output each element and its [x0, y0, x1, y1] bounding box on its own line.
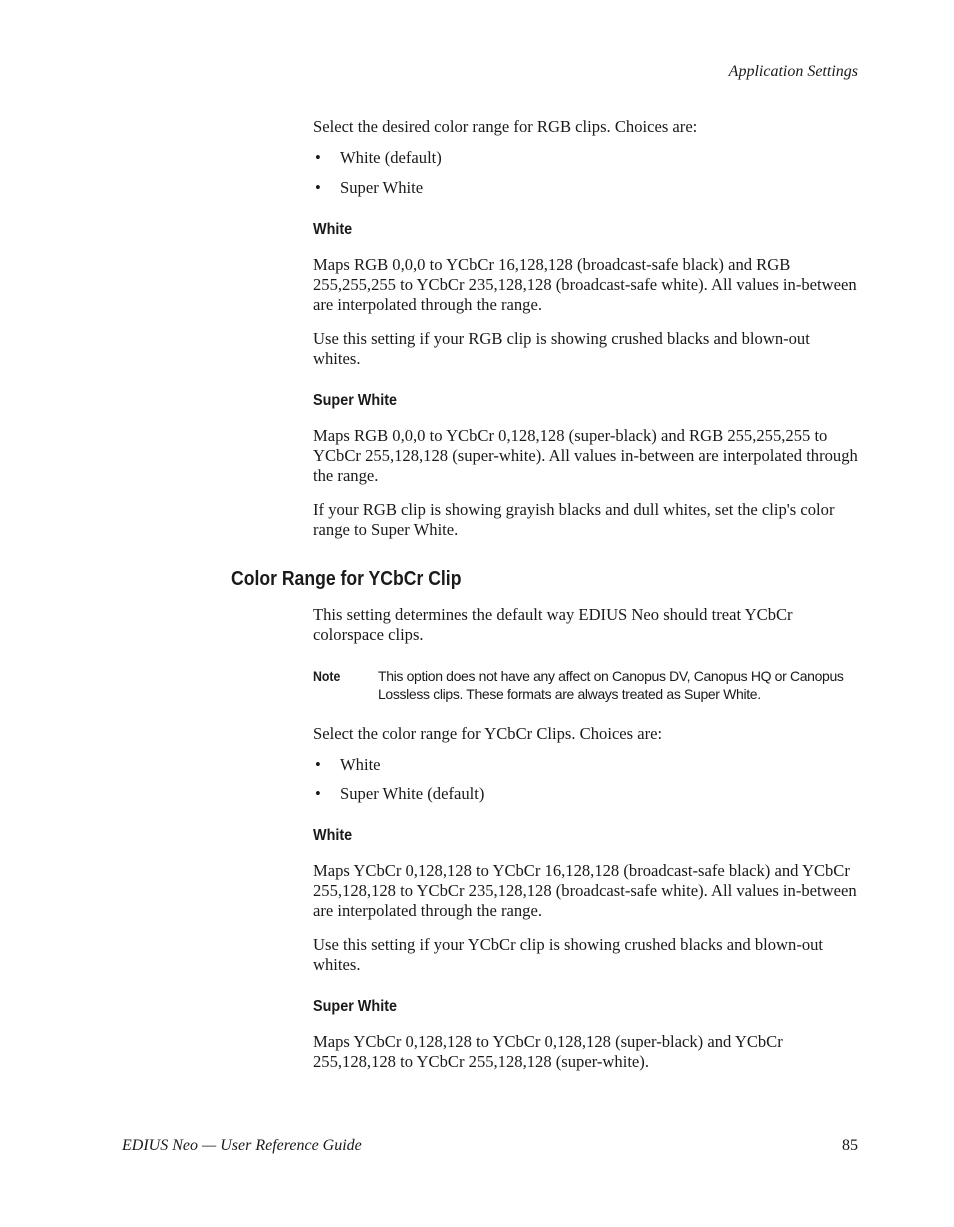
page-footer: [122, 1137, 858, 1155]
rgb-white-usage: Use this setting if your RGB clip is showing crushed blacks and blown-out whites.: [313, 328, 810, 368]
list-item: • Super White: [313, 178, 861, 198]
rgb-superwhite-usage: If your RGB clip is showing grayish blacks and dull whites, set the clip's color range to Super White.: [313, 499, 835, 539]
footer-title: EDIUS Neo — User Reference Guide: [122, 1137, 362, 1154]
page-number: 85: [842, 1137, 858, 1154]
ycbcr-superwhite-desc: Maps YCbCr 0,128,128 to YCbCr 0,128,128 (super-black) and YCbCr 255,128,128 to YCbCr 255,128,128 (super-white).: [313, 1032, 783, 1071]
rgb-choices-list: [313, 148, 861, 198]
ycbcr-intro: This setting determines the default way EDIUS Neo should treat YCbCr colorspace clips.: [313, 604, 793, 644]
ycbcr-superwhite-heading: Super White: [313, 998, 398, 1015]
ycbcr-white-usage: Use this setting if your YCbCr clip is showing crushed blacks and blown-out whites.: [313, 935, 824, 974]
rgb-superwhite-desc: Maps RGB 0,0,0 to YCbCr 0,128,128 (super-black) and RGB 255,255,255 to YCbCr 255,128,128 (super-white). All values in-between are interpolated through the range.: [313, 425, 858, 485]
rgb-superwhite-heading: Super White: [313, 391, 398, 409]
ycbcr-choices-list: [313, 755, 861, 805]
note-box: [313, 667, 861, 703]
ycbcr-white-desc: Maps YCbCr 0,128,128 to YCbCr 16,128,128 (broadcast-safe black) and YCbCr 255,128,128 to YCbCr 235,128,128 (broadcast-safe white). All values in-between are interpolated through the range.: [313, 861, 857, 920]
note-label: Note: [313, 667, 341, 684]
ycbcr-select: Select the color range for YCbCr Clips. Choices are:: [313, 723, 663, 743]
note-text: This option does not have any affect on Canopus DV, Canopus HQ or Canopus Lossless clips. These formats are always treated as Super White.: [378, 667, 844, 702]
ycbcr-white-heading: White: [313, 827, 353, 844]
rgb-white-desc: Maps RGB 0,0,0 to YCbCr 16,128,128 (broadcast-safe black) and RGB 255,255,255 to YCbCr 235,128,128 (broadcast-safe white). All values in-between are interpolated through the range.: [313, 254, 857, 314]
section-heading: Color Range for YCbCr Clip: [231, 567, 462, 590]
page-content: [231, 117, 861, 1086]
list-item: • White (default): [313, 148, 861, 168]
running-header: Application Settings: [728, 63, 858, 80]
list-item: • White: [313, 755, 861, 775]
rgb-white-heading: White: [313, 220, 353, 238]
rgb-intro: Select the desired color range for RGB clips. Choices are:: [313, 117, 698, 136]
list-item: • Super White (default): [313, 784, 861, 804]
